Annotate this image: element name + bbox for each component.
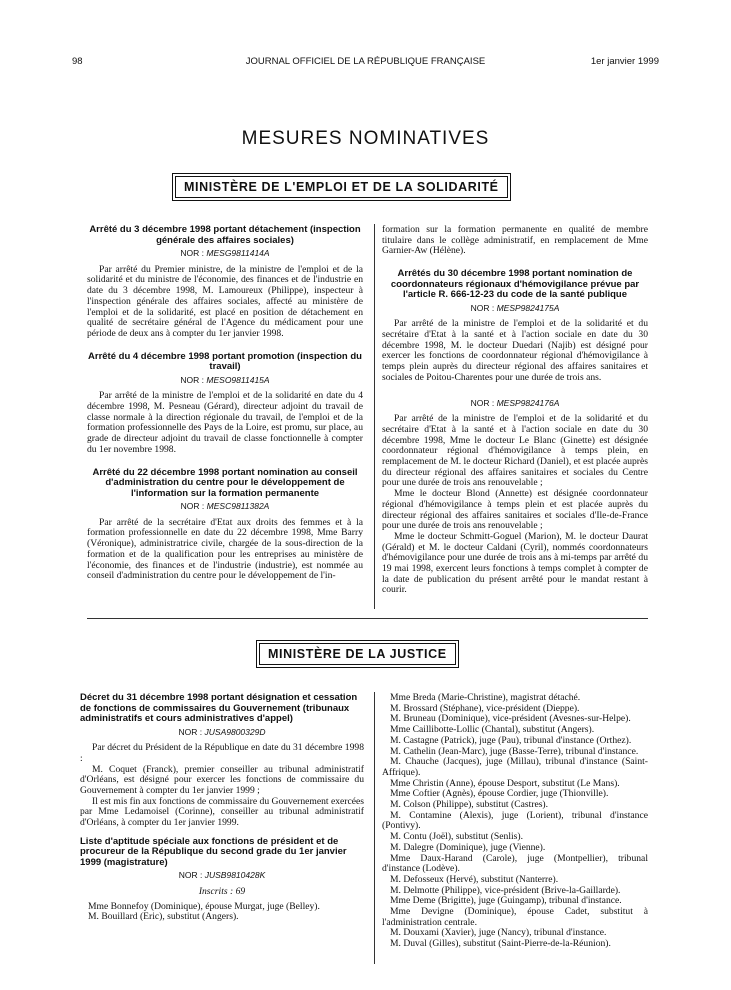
article-body: Mme le docteur Schmitt-Goguel (Marion), M. le docteur Daurat (Gérald) et M. le docteur Caldani (Cyril), nommés coordonnateurs d'hémovigilance pour une durée de trois ans à mi-temps par arrêté du 19 mai 1998, exercent leurs fonctions à temps complet à compter de la date de publication du présent arrêté pour le mandat restant à courir. bbox=[382, 530, 648, 596]
justice-left-column bbox=[80, 693, 364, 923]
list-item: M. Castagne (Patrick), juge (Pau), tribunal d'instance (Orthez). bbox=[390, 734, 632, 746]
section-divider bbox=[87, 618, 648, 619]
ministry-justice-box bbox=[256, 640, 459, 668]
ministry-justice-heading: MINISTÈRE DE LA JUSTICE bbox=[259, 643, 456, 665]
list-item: M. Cathelin (Jean-Marc), juge (Basse-Terre), tribunal d'instance. bbox=[390, 745, 639, 757]
list-item: Mme Caillibotte-Lollic (Chantal), substitut (Angers). bbox=[390, 724, 595, 736]
list-item: M. Colson (Philippe), substitut (Castres). bbox=[390, 799, 549, 811]
ministry-emploi-box bbox=[172, 173, 511, 201]
article-body: M. Coquet (Franck), premier conseiller au tribunal administratif d'Orléans, est désigné pour exercer les fonctions de commissaire du Gouvernement à compter du 1er janvier 1999 ; bbox=[80, 763, 364, 797]
article-body: Par arrêté du Premier ministre, de la ministre de l'emploi et de la solidarité et du ministre de l'économie, des finances et de l'industrie en date du 3 décembre 1998, M. Lamoureux (Philippe), inspecteur à l'inspection générale des affaires sociales, affecté au ministère de l'emploi et de la solidarité, est placé en position de détachement en qualité de secrétaire général de l'Agence du médicament pour une période de deux ans à compter du 1er janvier 1998. bbox=[87, 263, 363, 339]
page-title: MESURES NOMINATIVES bbox=[241, 128, 490, 149]
list-item: M. Contamine (Alexis), juge (Lorient), tribunal d'instance (Pontivy). bbox=[382, 809, 648, 832]
article-title: Liste d'aptitude spéciale aux fonctions de président et de procureur de la République du second grade du 1er janvier 1999 (magistrature) bbox=[80, 835, 347, 868]
article-body: Par arrêté de la secrétaire d'Etat aux droits des femmes et à la formation professionnelle en date du 22 décembre 1998, Mme Barry (Véronique), administratrice civile, chargée de la sous-direction de la formation et de la qualification pour les entreprises au ministère de l'économie, des finances et de l'industrie (industrie), est nommée au conseil d'administration du centre pour le développement de l'in- bbox=[87, 516, 363, 582]
list-item: Mme Devigne (Dominique), épouse Cadet, substitut à l'administration centrale. bbox=[382, 906, 648, 928]
article-title: Décret du 31 décembre 1998 portant désignation et cessation de fonctions de commissaires du Gouvernement (tribunaux administratifs et cours administratives d'appel) bbox=[80, 692, 358, 724]
list-item: Mme Christin (Anne), épouse Desport, substitut (Le Mans). bbox=[390, 777, 620, 789]
nor-reference: NOR : JUSB9810428K bbox=[178, 870, 266, 881]
list-item: M. Brossard (Stéphane), vice-président (Dieppe). bbox=[390, 702, 580, 714]
list-item: M. Contu (Joël), substitut (Senlis). bbox=[390, 831, 523, 843]
article-body: Par décret du Président de la République en date du 31 décembre 1998 : bbox=[80, 742, 364, 764]
page-header bbox=[72, 56, 659, 70]
list-item: Mme Breda (Marie-Christine), magistrat détaché. bbox=[390, 692, 581, 703]
list-item: M. Bouillard (Eric), substitut (Angers). bbox=[88, 911, 239, 923]
list-item: Mme Coftier (Agnès), épouse Cordier, juge (Thionville). bbox=[390, 788, 609, 800]
list-item: M. Duval (Gilles), substitut (Saint-Pierre-de-la-Réunion). bbox=[390, 938, 611, 950]
article-body: Mme le docteur Blond (Annette) est désignée coordonnateur régional d'hémovigilance à temps plein et est placée auprès du directeur régional des affaires sanitaires et sociales d'Ile-de-France pour une durée de trois ans renouvelable ; bbox=[382, 488, 648, 532]
page-number: 98 bbox=[72, 56, 83, 67]
article-body: Par arrêté de la ministre de l'emploi et de la solidarité et du secrétaire d'Etat à la santé et à l'action sociale en date du 30 décembre 1998, Mme le docteur Le Blanc (Ginette) est désignée coordonnateur régional d'hémovigilance à temps plein, en remplacement de M. le docteur Richard (Daniel), et est placée auprès du directeur régional des affaires sanitaires et sociales du Centre pour une durée de trois ans renouvelable ; bbox=[382, 413, 648, 489]
column-divider bbox=[374, 692, 375, 964]
emploi-left-column bbox=[87, 225, 363, 582]
article-body: Par arrêté de la ministre de l'emploi et de la solidarité en date du 4 décembre 1998, M. Pesneau (Gérard), directeur adjoint du travail de classe normale à la direction régionale du travail, de l'emploi et de la formation professionnelle des Pays de la Loire, est promu, sur place, au grade de directeur adjoint du travail de classe fonctionnelle à compter du 1er novembre 1998. bbox=[87, 390, 363, 455]
list-item: Mme Deme (Brigitte), juge (Guingamp), tribunal d'instance. bbox=[390, 895, 622, 907]
article-title: Arrêtés du 30 décembre 1998 portant nomination de coordonnateurs régionaux d'hémovigilance prévue par l'article R. 666-12-23 du code de la santé publique bbox=[390, 268, 640, 301]
issue-date: 1er janvier 1999 bbox=[590, 56, 659, 67]
article-title: Arrêté du 3 décembre 1998 portant détachement (inspection générale des affaires sociales) bbox=[89, 224, 361, 246]
article-continuation: formation sur la formation permanente en qualité de membre titulaire dans le collège administratif, en remplacement de Mme Garnier-Aw (Hélène). bbox=[382, 224, 648, 257]
list-item: M. Chauche (Jacques), juge (Millau), tribunal d'instance (Saint-Affrique). bbox=[382, 756, 648, 778]
names-list bbox=[80, 902, 364, 923]
nor-reference: NOR : MESO9811415A bbox=[180, 374, 270, 385]
journal-title: JOURNAL OFFICIEL DE LA RÉPUBLIQUE FRANÇAISE bbox=[245, 56, 486, 67]
justice-right-column bbox=[382, 693, 648, 950]
inscrits-count: Inscrits : 69 bbox=[198, 886, 246, 898]
emploi-right-column bbox=[382, 225, 648, 596]
list-item: Mme Bonnefoy (Dominique), épouse Murgat, juge (Belley). bbox=[88, 900, 320, 912]
list-item: M. Douxami (Xavier), juge (Nancy), tribunal d'instance. bbox=[390, 927, 607, 939]
list-item: M. Defosseux (Hervé), substitut (Nanterre). bbox=[390, 873, 559, 885]
list-item: M. Dalegre (Dominique), juge (Vienne). bbox=[390, 841, 546, 853]
nor-reference: NOR : MESC9811382A bbox=[180, 501, 270, 512]
nor-reference: NOR : JUSA9800329D bbox=[178, 726, 266, 737]
nor-reference: NOR : MESP9824176A bbox=[470, 397, 560, 408]
article-title: Arrêté du 4 décembre 1998 portant promotion (inspection du travail) bbox=[88, 350, 362, 373]
list-item: M. Delmotte (Philippe), vice-président (Brive-la-Gaillarde). bbox=[390, 884, 621, 896]
list-item: M. Bruneau (Dominique), vice-président (Avesnes-sur-Helpe). bbox=[390, 713, 631, 725]
article-body: Il est mis fin aux fonctions de commissaire du Gouvernement exercées par Mme Ledamoisel (Corinne), conseiller au tribunal administratif d'Orléans, à compter du 1er janvier 1999. bbox=[80, 795, 364, 829]
column-divider bbox=[374, 224, 375, 609]
list-item: Mme Daux-Harand (Carole), juge (Montpellier), tribunal d'instance (Lodève). bbox=[382, 852, 648, 875]
nor-reference: NOR : MESG9811414A bbox=[180, 248, 270, 258]
article-body: Par arrêté de la ministre de l'emploi et de la solidarité et du secrétaire d'Etat à la santé et à l'action sociale en date du 30 décembre 1998, M. le docteur Duedari (Najib) est désigné pour exercer les fonctions de coordonnateur régional d'hémovigilance à temps plein auprès du directeur régional des affaires sanitaires et sociales de Poitou-Charentes pour une durée de trois ans. bbox=[382, 318, 648, 383]
nor-reference: NOR : MESP9824175A bbox=[470, 302, 560, 313]
article-title: Arrêté du 22 décembre 1998 portant nomination au conseil d'administration du centre pour le développement de l'information sur la formation permanente bbox=[92, 466, 358, 499]
ministry-emploi-heading: MINISTÈRE DE L'EMPLOI ET DE LA SOLIDARITÉ bbox=[175, 176, 508, 198]
